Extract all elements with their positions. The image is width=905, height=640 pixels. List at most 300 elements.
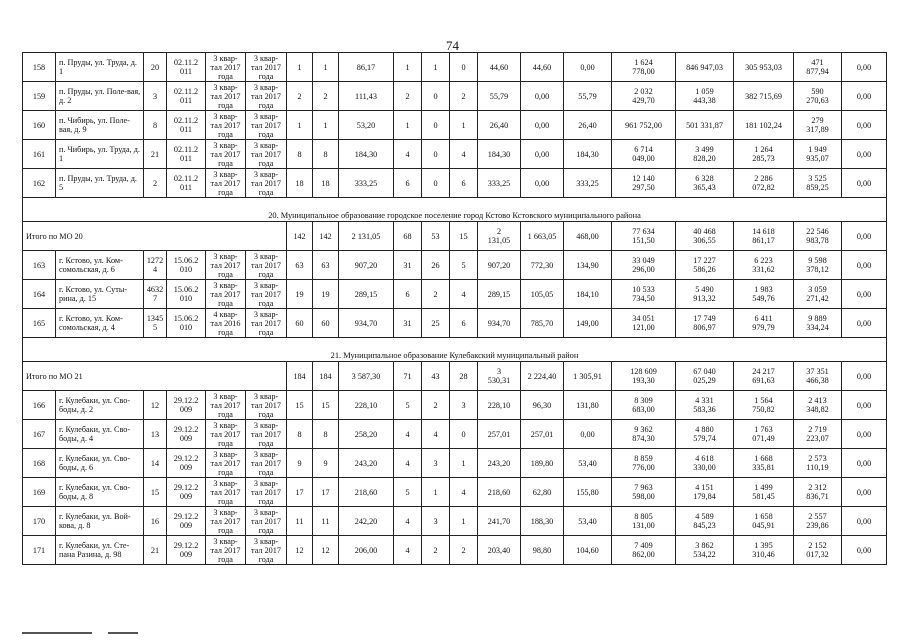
total-cost-local: 37 351 466,38 (794, 362, 842, 391)
cell-rooms-total: 31 (394, 251, 422, 280)
cell-cost-local: 2 573 110,19 (794, 449, 842, 478)
section-title: 20. Муниципальное образование городское поселение город Кстово Кстовского муниципального района (23, 198, 887, 222)
cell-rooms-private: 0 (422, 111, 450, 140)
cell-area-municipal: 55,79 (564, 82, 612, 111)
cell-rooms-municipal: 1 (450, 111, 478, 140)
cell-cost-total: 34 051 121,00 (612, 309, 676, 338)
cell-rooms-total: 4 (394, 507, 422, 536)
total-cost-extra: 0,00 (842, 362, 887, 391)
total-cost-total: 77 634 151,50 (612, 222, 676, 251)
cell-area-municipal: 333,25 (564, 169, 612, 198)
cell-plan-start: 4 квар- тал 2016 года (206, 309, 246, 338)
cell-address: п. Пруды, ул. Труда, д. 5 (56, 169, 144, 198)
cell-doc-date: 29.12.2 009 (167, 391, 206, 420)
table-body (23, 53, 887, 565)
cell-rooms-private: 0 (422, 140, 450, 169)
total-rooms-private: 53 (422, 222, 450, 251)
cell-area-private: 105,05 (521, 280, 564, 309)
cell-cost-total: 7 409 862,00 (612, 536, 676, 565)
cell-rooms-private: 25 (422, 309, 450, 338)
cell-rooms-municipal: 2 (450, 536, 478, 565)
cell-area-municipal: 184,10 (564, 280, 612, 309)
page-number: 74 (446, 38, 459, 53)
cell-doc-number: 21 (144, 536, 167, 565)
cell-doc-number: 14 (144, 449, 167, 478)
cell-cost-extra: 0,00 (842, 507, 887, 536)
cell-address: г. Кстово, ул. Ком-сомольская, д. 6 (56, 251, 144, 280)
cell-plan-end: 3 квар- тал 2017 года (246, 169, 287, 198)
cell-cost-local: 279 317,89 (794, 111, 842, 140)
total-cost-fund: 67 040 025,29 (676, 362, 734, 391)
cell-rooms-total: 31 (394, 309, 422, 338)
cell-rooms-municipal: 1 (450, 449, 478, 478)
cell-row-number: 167 (23, 420, 56, 449)
cell-address: г. Кулебаки, ул. Сво-боды, д. 2 (56, 391, 144, 420)
cell-address: г. Кулебаки, ул. Сво-боды, д. 8 (56, 478, 144, 507)
bottom-rule-right (108, 632, 138, 634)
total-residents-moved: 184 (313, 362, 339, 391)
cell-area-private: 0,00 (521, 140, 564, 169)
cell-residents-moved: 19 (313, 280, 339, 309)
cell-doc-number: 2 (144, 169, 167, 198)
cell-doc-date: 02.11.2 011 (167, 111, 206, 140)
section-title: 21. Муниципальное образование Кулебакский муниципальный район (23, 338, 887, 362)
cell-rooms-total: 4 (394, 420, 422, 449)
cell-plan-end: 3 квар- тал 2017 года (246, 111, 287, 140)
cell-cost-extra: 0,00 (842, 169, 887, 198)
table-row (23, 536, 887, 565)
cell-rooms-private: 26 (422, 251, 450, 280)
cell-plan-end: 3 квар- тал 2017 года (246, 251, 287, 280)
cell-cost-extra: 0,00 (842, 140, 887, 169)
cell-cost-local: 2 152 017,32 (794, 536, 842, 565)
cell-cost-extra: 0,00 (842, 536, 887, 565)
cell-row-number: 158 (23, 53, 56, 82)
cell-area-private: 62,80 (521, 478, 564, 507)
cell-residents-moved: 2 (313, 82, 339, 111)
cell-cost-fund: 4 589 845,23 (676, 507, 734, 536)
cell-plan-start: 3 квар- тал 2017 года (206, 507, 246, 536)
total-rooms-total: 71 (394, 362, 422, 391)
cell-address: г. Кулебаки, ул. Сте-пана Разина, д. 98 (56, 536, 144, 565)
total-area-private: 1 663,05 (521, 222, 564, 251)
cell-address: г. Кстово, ул. Суты-рина, д. 15 (56, 280, 144, 309)
cell-address: г. Кстово, ул. Ком-сомольская, д. 4 (56, 309, 144, 338)
cell-plan-start: 3 квар- тал 2017 года (206, 111, 246, 140)
cell-row-number: 164 (23, 280, 56, 309)
cell-rooms-municipal: 0 (450, 53, 478, 82)
section-row (23, 198, 887, 222)
cell-rooms-total: 5 (394, 391, 422, 420)
cell-doc-date: 15.06.2 010 (167, 309, 206, 338)
cell-rooms-total: 4 (394, 449, 422, 478)
total-rooms-total: 68 (394, 222, 422, 251)
cell-address: п. Пруды, ул. Поле-вая, д. 2 (56, 82, 144, 111)
cell-doc-date: 02.11.2 011 (167, 140, 206, 169)
cell-residents-moved: 17 (313, 478, 339, 507)
cell-cost-region: 1 983 549,76 (734, 280, 794, 309)
cell-rooms-private: 1 (422, 53, 450, 82)
cell-area-resettled: 934,70 (478, 309, 521, 338)
cell-area-total: 228,10 (339, 391, 394, 420)
cell-rooms-private: 3 (422, 449, 450, 478)
cell-residents-planned: 1 (287, 53, 313, 82)
cell-cost-total: 6 714 049,00 (612, 140, 676, 169)
table-row (23, 140, 887, 169)
cell-plan-end: 3 квар- тал 2017 года (246, 140, 287, 169)
cell-cost-extra: 0,00 (842, 309, 887, 338)
cell-area-municipal: 155,80 (564, 478, 612, 507)
cell-address: п. Пруды, ул. Труда, д. 1 (56, 53, 144, 82)
cell-doc-number: 4632 7 (144, 280, 167, 309)
cell-cost-fund: 17 227 586,26 (676, 251, 734, 280)
section-row (23, 338, 887, 362)
cell-row-number: 170 (23, 507, 56, 536)
cell-doc-date: 29.12.2 009 (167, 507, 206, 536)
cell-row-number: 169 (23, 478, 56, 507)
cell-rooms-municipal: 6 (450, 169, 478, 198)
cell-rooms-municipal: 3 (450, 391, 478, 420)
cell-residents-moved: 60 (313, 309, 339, 338)
cell-cost-fund: 3 862 534,22 (676, 536, 734, 565)
cell-cost-total: 961 752,00 (612, 111, 676, 140)
cell-rooms-total: 1 (394, 111, 422, 140)
cell-cost-total: 10 533 734,50 (612, 280, 676, 309)
cell-area-total: 86,17 (339, 53, 394, 82)
cell-row-number: 160 (23, 111, 56, 140)
cell-cost-region: 382 715,69 (734, 82, 794, 111)
cell-cost-region: 1 668 335,81 (734, 449, 794, 478)
cell-area-private: 98,80 (521, 536, 564, 565)
cell-cost-fund: 4 880 579,74 (676, 420, 734, 449)
cell-plan-start: 3 квар- тал 2017 года (206, 82, 246, 111)
cell-row-number: 163 (23, 251, 56, 280)
cell-area-resettled: 289,15 (478, 280, 521, 309)
cell-doc-number: 15 (144, 478, 167, 507)
total-rooms-municipal: 15 (450, 222, 478, 251)
cell-doc-number: 1345 5 (144, 309, 167, 338)
cell-plan-start: 3 квар- тал 2017 года (206, 140, 246, 169)
total-area-total: 2 131,05 (339, 222, 394, 251)
total-cost-extra: 0,00 (842, 222, 887, 251)
cell-plan-end: 3 квар- тал 2017 года (246, 82, 287, 111)
cell-residents-planned: 17 (287, 478, 313, 507)
cell-area-resettled: 228,10 (478, 391, 521, 420)
cell-cost-local: 2 312 836,71 (794, 478, 842, 507)
total-area-municipal: 1 305,91 (564, 362, 612, 391)
cell-rooms-municipal: 4 (450, 140, 478, 169)
cell-residents-planned: 1 (287, 111, 313, 140)
cell-area-total: 333,25 (339, 169, 394, 198)
cell-doc-number: 8 (144, 111, 167, 140)
cell-row-number: 168 (23, 449, 56, 478)
cell-cost-local: 2 413 348,82 (794, 391, 842, 420)
cell-residents-moved: 1 (313, 111, 339, 140)
cell-area-resettled: 55,79 (478, 82, 521, 111)
cell-rooms-private: 1 (422, 478, 450, 507)
cell-address: п. Чибирь, ул. Труда, д. 1 (56, 140, 144, 169)
total-row (23, 362, 887, 391)
cell-doc-date: 29.12.2 009 (167, 449, 206, 478)
cell-cost-fund: 4 331 583,36 (676, 391, 734, 420)
cell-residents-moved: 8 (313, 140, 339, 169)
cell-area-municipal: 131,80 (564, 391, 612, 420)
cell-area-total: 907,20 (339, 251, 394, 280)
cell-residents-planned: 60 (287, 309, 313, 338)
cell-area-municipal: 53,40 (564, 507, 612, 536)
cell-area-municipal: 0,00 (564, 53, 612, 82)
cell-plan-start: 3 квар- тал 2017 года (206, 280, 246, 309)
table-row (23, 449, 887, 478)
total-cost-local: 22 546 983,78 (794, 222, 842, 251)
cell-area-municipal: 0,00 (564, 420, 612, 449)
cell-area-municipal: 53,40 (564, 449, 612, 478)
cell-residents-planned: 2 (287, 82, 313, 111)
cell-plan-end: 3 квар- тал 2017 года (246, 507, 287, 536)
housing-table (22, 52, 887, 565)
cell-address: г. Кулебаки, ул. Сво-боды, д. 4 (56, 420, 144, 449)
cell-rooms-total: 2 (394, 82, 422, 111)
cell-address: г. Кулебаки, ул. Сво-боды, д. 6 (56, 449, 144, 478)
cell-cost-region: 6 223 331,62 (734, 251, 794, 280)
cell-area-municipal: 149,00 (564, 309, 612, 338)
cell-area-resettled: 184,30 (478, 140, 521, 169)
cell-area-private: 189,80 (521, 449, 564, 478)
cell-cost-extra: 0,00 (842, 391, 887, 420)
cell-row-number: 161 (23, 140, 56, 169)
cell-area-municipal: 26,40 (564, 111, 612, 140)
cell-cost-fund: 1 059 443,38 (676, 82, 734, 111)
cell-plan-end: 3 квар- тал 2017 года (246, 53, 287, 82)
cell-area-resettled: 26,40 (478, 111, 521, 140)
cell-doc-number: 3 (144, 82, 167, 111)
table-row (23, 251, 887, 280)
total-row (23, 222, 887, 251)
cell-cost-fund: 4 618 330,00 (676, 449, 734, 478)
cell-plan-end: 3 квар- тал 2017 года (246, 536, 287, 565)
cell-residents-moved: 11 (313, 507, 339, 536)
cell-cost-fund: 4 151 179,84 (676, 478, 734, 507)
total-area-resettled: 2 131,05 (478, 222, 521, 251)
cell-doc-date: 29.12.2 009 (167, 536, 206, 565)
cell-plan-start: 3 квар- тал 2017 года (206, 536, 246, 565)
cell-area-total: 218,60 (339, 478, 394, 507)
cell-doc-date: 02.11.2 011 (167, 53, 206, 82)
cell-cost-local: 471 877,94 (794, 53, 842, 82)
cell-area-resettled: 241,70 (478, 507, 521, 536)
total-cost-total: 128 609 193,30 (612, 362, 676, 391)
cell-doc-number: 16 (144, 507, 167, 536)
cell-area-total: 934,70 (339, 309, 394, 338)
cell-residents-moved: 15 (313, 391, 339, 420)
cell-doc-number: 20 (144, 53, 167, 82)
cell-area-total: 289,15 (339, 280, 394, 309)
table-row (23, 53, 887, 82)
cell-doc-number: 1272 4 (144, 251, 167, 280)
cell-cost-fund: 846 947,03 (676, 53, 734, 82)
cell-plan-start: 3 квар- тал 2017 года (206, 53, 246, 82)
cell-residents-moved: 8 (313, 420, 339, 449)
cell-area-total: 206,00 (339, 536, 394, 565)
cell-cost-region: 6 411 979,79 (734, 309, 794, 338)
cell-cost-total: 33 049 296,00 (612, 251, 676, 280)
cell-rooms-private: 2 (422, 280, 450, 309)
cell-doc-date: 29.12.2 009 (167, 478, 206, 507)
cell-row-number: 171 (23, 536, 56, 565)
cell-plan-end: 3 квар- тал 2017 года (246, 309, 287, 338)
cell-cost-total: 8 309 683,00 (612, 391, 676, 420)
cell-residents-moved: 18 (313, 169, 339, 198)
cell-area-resettled: 333,25 (478, 169, 521, 198)
cell-cost-extra: 0,00 (842, 53, 887, 82)
cell-area-total: 242,20 (339, 507, 394, 536)
cell-doc-number: 12 (144, 391, 167, 420)
cell-cost-region: 305 953,03 (734, 53, 794, 82)
cell-area-municipal: 104,60 (564, 536, 612, 565)
cell-residents-planned: 19 (287, 280, 313, 309)
cell-area-resettled: 907,20 (478, 251, 521, 280)
cell-area-private: 785,70 (521, 309, 564, 338)
total-area-private: 2 224,40 (521, 362, 564, 391)
cell-area-resettled: 218,60 (478, 478, 521, 507)
cell-area-private: 0,00 (521, 82, 564, 111)
cell-rooms-private: 0 (422, 169, 450, 198)
cell-area-total: 184,30 (339, 140, 394, 169)
table-row (23, 478, 887, 507)
total-area-municipal: 468,00 (564, 222, 612, 251)
cell-residents-moved: 63 (313, 251, 339, 280)
cell-area-total: 111,43 (339, 82, 394, 111)
cell-area-resettled: 243,20 (478, 449, 521, 478)
cell-cost-region: 1 499 581,45 (734, 478, 794, 507)
bottom-rule-left (22, 632, 92, 634)
cell-cost-extra: 0,00 (842, 251, 887, 280)
cell-cost-total: 7 963 598,00 (612, 478, 676, 507)
cell-doc-date: 02.11.2 011 (167, 82, 206, 111)
total-area-resettled: 3 530,31 (478, 362, 521, 391)
cell-rooms-private: 2 (422, 391, 450, 420)
table-row (23, 391, 887, 420)
cell-plan-start: 3 квар- тал 2017 года (206, 169, 246, 198)
total-residents-planned: 142 (287, 222, 313, 251)
cell-cost-total: 12 140 297,50 (612, 169, 676, 198)
cell-plan-end: 3 квар- тал 2017 года (246, 449, 287, 478)
cell-rooms-private: 3 (422, 507, 450, 536)
cell-cost-fund: 5 490 913,32 (676, 280, 734, 309)
cell-rooms-municipal: 4 (450, 280, 478, 309)
cell-cost-extra: 0,00 (842, 280, 887, 309)
cell-row-number: 159 (23, 82, 56, 111)
cell-cost-region: 181 102,24 (734, 111, 794, 140)
cell-area-resettled: 203,40 (478, 536, 521, 565)
cell-rooms-municipal: 6 (450, 309, 478, 338)
cell-plan-start: 3 квар- тал 2017 года (206, 449, 246, 478)
cell-rooms-municipal: 2 (450, 82, 478, 111)
cell-cost-total: 1 624 778,00 (612, 53, 676, 82)
cell-cost-total: 8 805 131,00 (612, 507, 676, 536)
total-label: Итого по МО 21 (23, 362, 287, 391)
cell-area-total: 243,20 (339, 449, 394, 478)
cell-rooms-municipal: 4 (450, 478, 478, 507)
cell-residents-moved: 12 (313, 536, 339, 565)
cell-residents-planned: 12 (287, 536, 313, 565)
total-residents-planned: 184 (287, 362, 313, 391)
total-label: Итого по МО 20 (23, 222, 287, 251)
cell-cost-fund: 501 331,87 (676, 111, 734, 140)
cell-area-resettled: 257,01 (478, 420, 521, 449)
cell-cost-local: 2 557 239,86 (794, 507, 842, 536)
cell-rooms-total: 5 (394, 478, 422, 507)
cell-doc-date: 15.06.2 010 (167, 280, 206, 309)
cell-cost-fund: 6 328 365,43 (676, 169, 734, 198)
cell-rooms-private: 0 (422, 82, 450, 111)
cell-cost-local: 1 949 935,07 (794, 140, 842, 169)
cell-rooms-total: 6 (394, 169, 422, 198)
cell-area-private: 44,60 (521, 53, 564, 82)
cell-residents-moved: 9 (313, 449, 339, 478)
cell-area-private: 0,00 (521, 169, 564, 198)
cell-area-total: 53,20 (339, 111, 394, 140)
cell-rooms-municipal: 1 (450, 507, 478, 536)
cell-residents-planned: 9 (287, 449, 313, 478)
cell-residents-planned: 15 (287, 391, 313, 420)
cell-doc-date: 29.12.2 009 (167, 420, 206, 449)
cell-rooms-municipal: 5 (450, 251, 478, 280)
table-row (23, 420, 887, 449)
cell-area-private: 0,00 (521, 111, 564, 140)
cell-rooms-total: 4 (394, 140, 422, 169)
table-row (23, 111, 887, 140)
cell-doc-date: 15.06.2 010 (167, 251, 206, 280)
cell-cost-total: 8 859 776,00 (612, 449, 676, 478)
cell-residents-planned: 8 (287, 420, 313, 449)
cell-rooms-total: 6 (394, 280, 422, 309)
cell-plan-end: 3 квар- тал 2017 года (246, 280, 287, 309)
cell-area-private: 188,30 (521, 507, 564, 536)
cell-cost-fund: 17 749 806,97 (676, 309, 734, 338)
cell-cost-local: 2 719 223,07 (794, 420, 842, 449)
cell-cost-local: 590 270,63 (794, 82, 842, 111)
cell-cost-region: 1 395 310,46 (734, 536, 794, 565)
total-rooms-private: 43 (422, 362, 450, 391)
cell-residents-moved: 1 (313, 53, 339, 82)
cell-plan-end: 3 квар- тал 2017 года (246, 478, 287, 507)
table-row (23, 169, 887, 198)
cell-area-municipal: 184,30 (564, 140, 612, 169)
cell-residents-planned: 8 (287, 140, 313, 169)
cell-cost-extra: 0,00 (842, 478, 887, 507)
total-cost-region: 14 618 861,17 (734, 222, 794, 251)
cell-doc-date: 02.11.2 011 (167, 169, 206, 198)
cell-rooms-total: 4 (394, 536, 422, 565)
cell-rooms-total: 1 (394, 53, 422, 82)
cell-row-number: 162 (23, 169, 56, 198)
total-residents-moved: 142 (313, 222, 339, 251)
total-area-total: 3 587,30 (339, 362, 394, 391)
cell-plan-start: 3 квар- тал 2017 года (206, 478, 246, 507)
cell-cost-extra: 0,00 (842, 420, 887, 449)
cell-residents-planned: 11 (287, 507, 313, 536)
cell-cost-region: 2 286 072,82 (734, 169, 794, 198)
cell-residents-planned: 63 (287, 251, 313, 280)
table-row (23, 507, 887, 536)
cell-rooms-private: 2 (422, 536, 450, 565)
cell-rooms-municipal: 0 (450, 420, 478, 449)
cell-cost-region: 1 264 285,73 (734, 140, 794, 169)
table-row (23, 309, 887, 338)
cell-cost-local: 9 889 334,24 (794, 309, 842, 338)
cell-cost-extra: 0,00 (842, 449, 887, 478)
